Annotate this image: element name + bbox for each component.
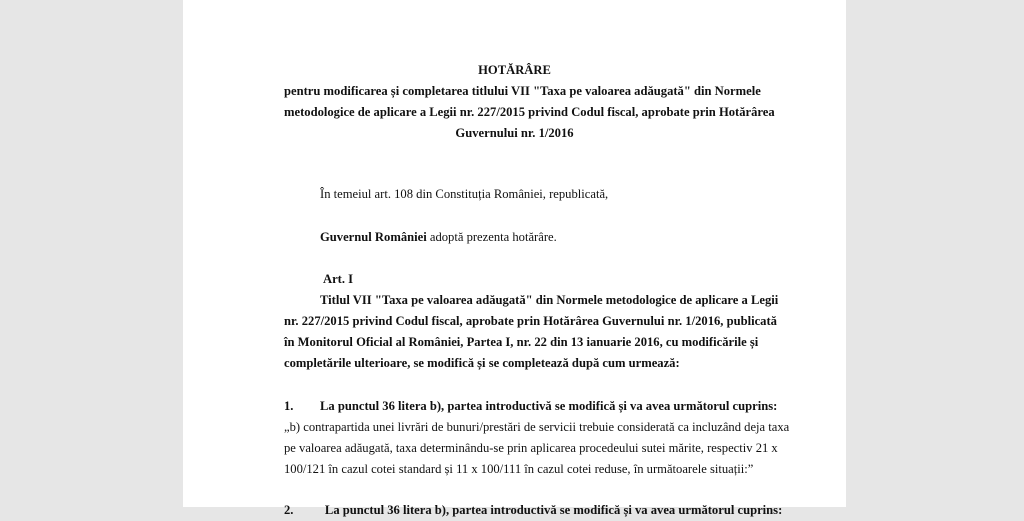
point-1-quote: [284, 417, 790, 480]
article-intro-paragraph: [284, 290, 779, 374]
point-1-quote-line: pe valoarea adăugată, taxa determinându-se prin aplicarea procedeului sutei mărite, respectiv 21 x: [284, 441, 778, 455]
document-subtitle-line: metodologice de aplicare a Legii nr. 227/2015 privind Codul fiscal, aprobate prin Hotărârea: [284, 105, 775, 119]
article-heading: Art. I: [323, 272, 354, 286]
document-title-block: [284, 60, 775, 144]
adoption-rest: adoptă prezenta hotărâre.: [426, 230, 557, 244]
preamble-paragraph: În temeiul art. 108 din Constituția României, republicată,: [320, 187, 609, 201]
article-intro-line: Titlul VII "Taxa pe valoarea adăugată" din Normele metodologice de aplicare a Legii: [320, 293, 779, 307]
article-intro-line: nr. 227/2015 privind Codul fiscal, aprobate prin Hotărârea Guvernului nr. 1/2016, publicată: [284, 314, 777, 328]
point-1-heading-text: La punctul 36 litera b), partea introductivă se modifică și va avea următorul cuprins:: [320, 399, 778, 413]
document-subtitle-line: Guvernului nr. 1/2016: [455, 126, 574, 140]
point-2-partial-line: 2. La punctul 36 litera b), partea introductivă se modifică și va avea următorul cuprins:: [284, 503, 783, 517]
article-intro-line: în Monitorul Oficial al României, Partea I, nr. 22 din 13 ianuarie 2016, cu modificările și: [284, 335, 759, 349]
document-subtitle-line: pentru modificarea și completarea titlului VII "Taxa pe valoarea adăugată" din Normele: [284, 84, 761, 98]
article-intro-line: completările ulterioare, se modifică și se completează după cum urmează:: [284, 356, 680, 370]
document-title: HOTĂRÂRE: [478, 63, 551, 77]
point-1-heading: [284, 396, 778, 417]
adoption-paragraph: [284, 227, 745, 248]
point-1-number: 1.: [284, 399, 294, 413]
point-1-quote-line: 100/121 în cazul cotei standard și 11 x 100/111 în cazul cotei reduse, în următoarele situații:”: [284, 462, 754, 476]
point-1-quote-line: „b) contrapartida unei livrări de bunuri/prestări de servicii trebuie considerată ca incluzând deja taxa: [284, 420, 790, 434]
document-page: [183, 0, 846, 517]
adoption-bold: Guvernul României: [320, 230, 427, 244]
